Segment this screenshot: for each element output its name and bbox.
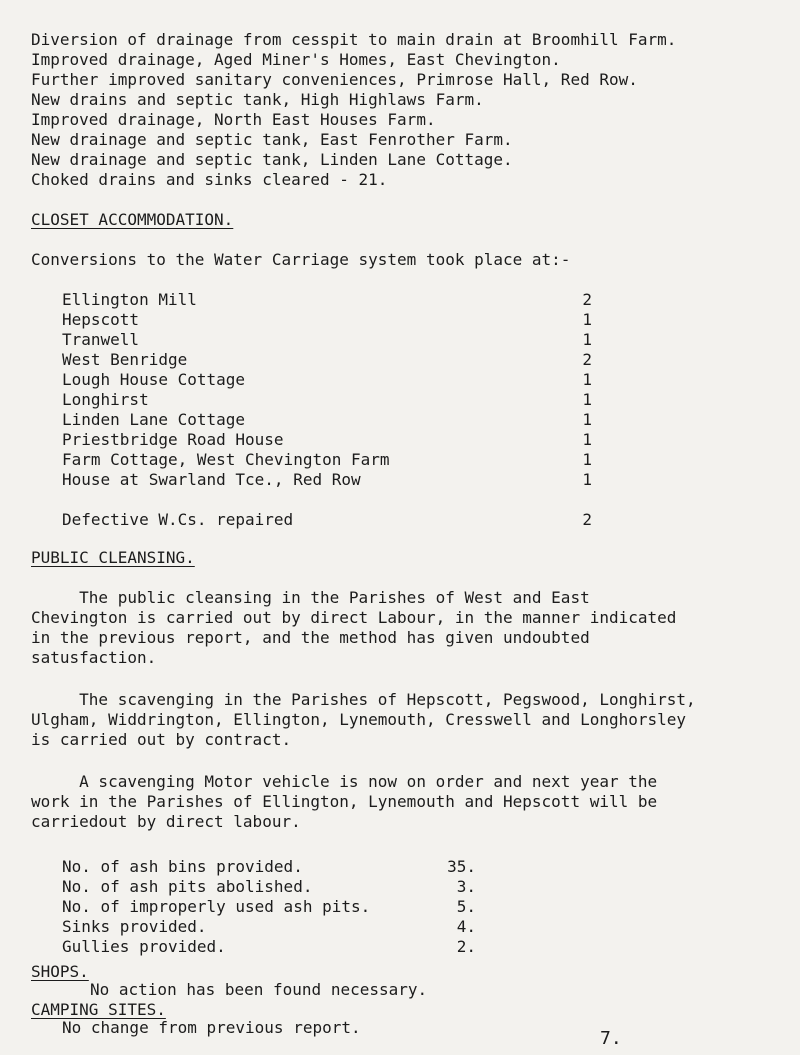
page-number: 7. [600, 1028, 622, 1049]
cleansing-heading: PUBLIC CLEANSING. [31, 548, 195, 567]
defective-wc-count: 2 [582, 510, 592, 529]
drainage-line: Further improved sanitary conveniences, Primrose Hall, Red Row. [31, 70, 638, 89]
closet-item-count: 1 [582, 410, 592, 429]
closet-item-name: Longhirst [62, 390, 149, 409]
shops-text: No action has been found necessary. [90, 980, 428, 999]
closet-heading: CLOSET ACCOMMODATION. [31, 210, 234, 229]
ash-stat-label: No. of ash pits abolished. [62, 877, 313, 896]
drainage-line: Improved drainage, Aged Miner's Homes, East Chevington. [31, 50, 561, 69]
defective-wc-label: Defective W.Cs. repaired [62, 510, 294, 529]
drainage-line: New drains and septic tank, High Highlaws Farm. [31, 90, 484, 109]
drainage-line: Diversion of drainage from cesspit to main drain at Broomhill Farm. [31, 30, 677, 49]
drainage-line: Choked drains and sinks cleared - 21. [31, 170, 388, 189]
ash-stat-label: Sinks provided. [62, 917, 207, 936]
closet-item-name: Farm Cottage, West Chevington Farm [62, 450, 390, 469]
ash-stat-value: 4. [456, 917, 476, 936]
closet-item-name: West Benridge [62, 350, 188, 369]
closet-item-count: 2 [582, 350, 592, 369]
ash-stat-value: 5. [456, 897, 476, 916]
ash-stat-value: 3. [456, 877, 476, 896]
closet-item-count: 1 [582, 330, 592, 349]
cleansing-paragraph: The public cleansing in the Parishes of West and East Chevington is carried out by direct Labour, in the manner indicated in the previous report, and the method has given undoubted satusfaction. [31, 588, 677, 667]
closet-item-name: Hepscott [62, 310, 140, 329]
closet-item-name: Tranwell [62, 330, 140, 349]
closet-item-name: Priestbridge Road House [62, 430, 284, 449]
closet-item-count: 1 [582, 450, 592, 469]
ash-stat-value: 35. [447, 857, 476, 876]
closet-item-count: 1 [582, 390, 592, 409]
closet-item-name: Ellington Mill [62, 290, 197, 309]
closet-item-count: 1 [582, 470, 592, 489]
cleansing-paragraph: The scavenging in the Parishes of Hepscott, Pegswood, Longhirst, Ulgham, Widdrington, Ellington, Lynemouth, Cresswell and Longhorsley is carried out by contract. [31, 690, 696, 749]
closet-item-count: 1 [582, 430, 592, 449]
drainage-line: New drainage and septic tank, East Fenrother Farm. [31, 130, 513, 149]
camping-text: No change from previous report. [62, 1018, 361, 1037]
closet-item-count: 1 [582, 370, 592, 389]
drainage-line: Improved drainage, North East Houses Farm. [31, 110, 436, 129]
ash-stat-label: No. of improperly used ash pits. [62, 897, 371, 916]
closet-item-name: Linden Lane Cottage [62, 410, 246, 429]
ash-stat-value: 2. [456, 937, 476, 956]
closet-item-count: 2 [582, 290, 592, 309]
closet-item-name: Lough House Cottage [62, 370, 246, 389]
ash-stat-label: No. of ash bins provided. [62, 857, 303, 876]
shops-heading: SHOPS. [31, 962, 89, 981]
cleansing-paragraph: A scavenging Motor vehicle is now on order and next year the work in the Parishes of Ellington, Lynemouth and Hepscott will be carriedout by direct labour. [31, 772, 658, 831]
camping-heading: CAMPING SITES. [31, 1000, 166, 1019]
ash-stat-label: Gullies provided. [62, 937, 226, 956]
drainage-line: New drainage and septic tank, Linden Lane Cottage. [31, 150, 513, 169]
closet-item-count: 1 [582, 310, 592, 329]
closet-item-name: House at Swarland Tce., Red Row [62, 470, 361, 489]
closet-intro: Conversions to the Water Carriage system took place at:- [31, 250, 571, 269]
